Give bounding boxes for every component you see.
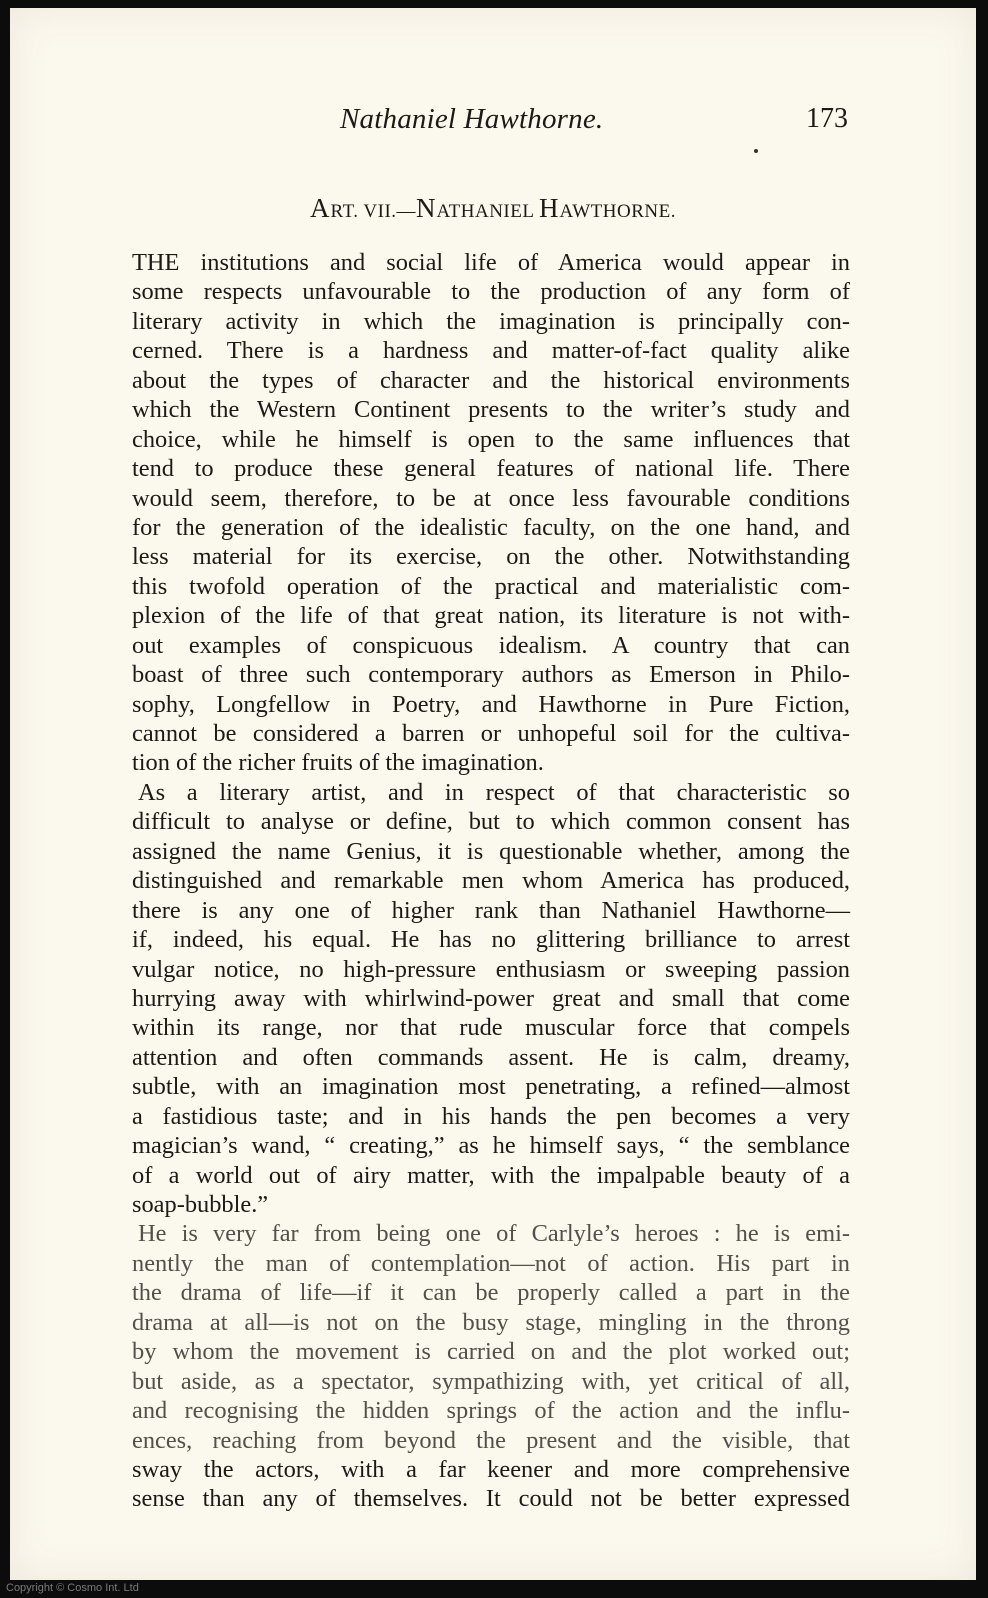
paragraph-1-line: would seem, therefore, to be at once less favourable conditions [132, 484, 850, 512]
paragraph-1-line: sophy, Longfellow in Poetry, and Hawthorne in Pure Fiction, [132, 690, 850, 718]
paragraph-2-line: soap-bubble.” [132, 1191, 269, 1218]
paragraph-2-line: As a literary artist, and in respect of that characteristic so [138, 778, 850, 806]
heading-title-cap: N [416, 193, 437, 223]
heading-title-cap-2: H [539, 193, 560, 223]
article-body [132, 248, 850, 1514]
paragraph-2-line: subtle, with an imagination most penetrating, a refined—almost [132, 1073, 850, 1101]
paragraph-2-line: there is any one of higher rank than Nathaniel Hawthorne— [132, 896, 850, 924]
paragraph-1-line: THE institutions and social life of America would appear in [132, 249, 850, 276]
paragraph-3-line: but aside, as a spectator, sympathizing with, yet critical of all, [132, 1367, 850, 1395]
paragraph-1-line: literary activity in which the imagination is principally con- [132, 307, 850, 335]
running-title: Nathaniel Hawthorne. [340, 103, 604, 135]
paragraph-2-line: if, indeed, his equal. He has no glittering brilliance to arrest [132, 926, 850, 954]
paragraph-3-line: and recognising the hidden springs of the action and the influ- [132, 1397, 850, 1425]
paragraph-1-line: plexion of the life of that great nation, its literature is not with- [132, 602, 850, 630]
page-number: 173 [806, 103, 848, 134]
paragraph-1-line: for the generation of the idealistic faculty, on the one hand, and [132, 513, 850, 541]
article-heading [10, 193, 976, 224]
paragraph-3-line: ences, reaching from beyond the present and the visible, that [132, 1426, 850, 1454]
paragraph-2-line: hurrying away with whirlwind-power great and small that come [132, 984, 850, 1012]
paragraph-3-line: the drama of life—if it can be properly called a part in the [132, 1279, 850, 1307]
paragraph-2-line: assigned the name Genius, it is questionable whether, among the [132, 837, 850, 865]
paragraph-1-line: which the Western Continent presents to the writer’s study and [132, 396, 850, 424]
paragraph-3-line: drama at all—is not on the busy stage, mingling in the throng [132, 1308, 850, 1336]
paragraph-1-line: some respects unfavourable to the production of any form of [132, 278, 850, 306]
ink-speck [754, 149, 758, 153]
paragraph-1-line: boast of three such contemporary authors as Emerson in Philo- [132, 661, 850, 689]
paragraph-1-line: tend to produce these general features of national life. There [132, 455, 850, 483]
paragraph-1-line: tion of the richer fruits of the imagination. [132, 749, 544, 777]
heading-label-cap: A [310, 193, 331, 223]
paragraph-2-line: within its range, nor that rude muscular force that compels [132, 1014, 850, 1042]
book-page [10, 8, 976, 1580]
paragraph-2-line: of a world out of airy matter, with the impalpable beauty of a [132, 1161, 850, 1189]
paragraph-2-line: difficult to analyse or define, but to which common consent has [132, 808, 850, 836]
running-header [10, 103, 976, 143]
paragraph-2-line: a fastidious taste; and in his hands the pen becomes a very [132, 1102, 850, 1130]
paragraph-1-line: cannot be considered a barren or unhopeful soil for the cultiva- [132, 720, 850, 747]
paragraph-3-line: He is very far from being one of Carlyle’s heroes : he is emi- [138, 1220, 850, 1248]
paragraph-1-line: out examples of conspicuous idealism. A country that can [132, 631, 850, 659]
heading-label-rest: RT. VII.— [330, 201, 417, 222]
paragraph-2-line: magician’s wand, “ creating,” as he himself says, “ the semblance [132, 1132, 850, 1160]
paragraph-1-line: about the types of character and the historical environments [132, 366, 850, 394]
paragraph-3-line: by whom the movement is carried on and the plot worked out; [132, 1338, 850, 1366]
paragraph-3-line: sense than any of themselves. It could not be better expressed [132, 1485, 850, 1513]
paragraph-1-line: less material for its exercise, on the other. Notwithstanding [132, 543, 850, 571]
paragraph-3-line: nently the man of contemplation—not of action. His part in [132, 1249, 850, 1277]
heading-title-rest-2: AWTHORNE. [559, 201, 676, 222]
paragraph-1-line: cerned. There is a hardness and matter-of-fact quality alike [132, 337, 850, 365]
paragraph-3-line: sway the actors, with a far keener and more comprehensive [132, 1455, 850, 1483]
paragraph-1-line: choice, while he himself is open to the same influences that [132, 425, 850, 453]
paragraph-2-line: attention and often commands assent. He is calm, dreamy, [132, 1043, 850, 1071]
paragraph-2-line: distinguished and remarkable men whom America has produced, [132, 867, 850, 895]
paragraph-1-line: this twofold operation of the practical and materialistic com- [132, 572, 850, 600]
paragraph-2-line: vulgar notice, no high-pressure enthusiasm or sweeping passion [132, 955, 850, 983]
copyright-footer: Copyright © Cosmo Int. Ltd [6, 1582, 139, 1594]
heading-title-rest: ATHANIEL [436, 201, 540, 222]
